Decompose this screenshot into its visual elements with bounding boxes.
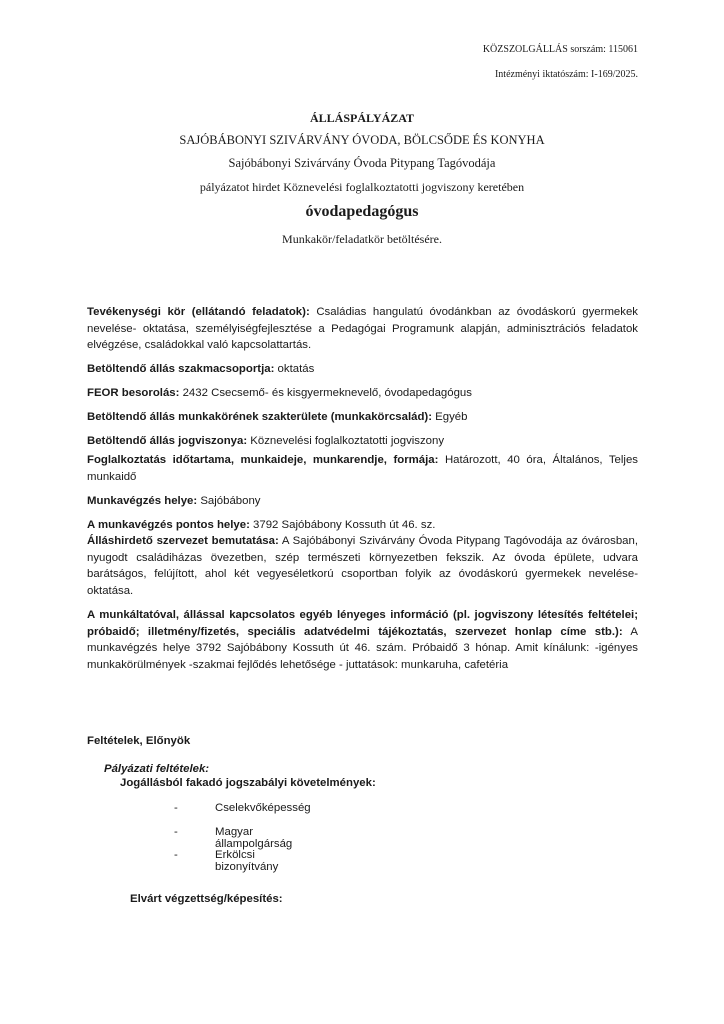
list-item-text: Magyar állampolgárság [215, 826, 293, 850]
detail-value: 3792 Sajóbábony Kossuth út 46. sz. [249, 519, 436, 531]
legal-requirements-title: Jogállásból fakadó jogszabályi követelmények: [120, 777, 376, 789]
role-note: Munkakör/feladatkör betöltésére. [282, 232, 442, 246]
detail-label: FEOR besorolás: [87, 387, 180, 399]
detail-label: Munkavégzés helye: [87, 495, 198, 507]
detail-value: A Sajóbábonyi Szivárvány Óvoda Pitypang Tagóvodája az óvárosban, nyugodt családiházas övezetben, szép természeti környezetben fekszik. Az óvoda épülete, udvara barátságos, felújított, ahol két vegyeséletkorú csoportban folyik az óvodáskorú gyermekek nevelése- oktatása. [87, 535, 639, 597]
detail-label: A munkáltatóval, állással kapcsolatos egyéb lényeges információ (pl. jogviszony létesítés feltételei; próbaidő; illetmény/fizetés, speciális adatvédelmi tájékoztatás, szervezet honlap címe stb.): [87, 609, 638, 638]
detail-value: oktatás [274, 363, 315, 375]
list-dash: - [174, 802, 178, 814]
detail-feor [87, 385, 638, 402]
detail-label: Álláshirdető szervezet bemutatása: [87, 535, 279, 547]
detail-exact-address [87, 517, 638, 534]
detail-value: Határozott, 40 óra, Általános, Teljes munkaidő [87, 454, 638, 483]
list-item-text: Erkölcsi bizonyítvány [215, 849, 279, 873]
education-title: Elvárt végzettség/képesítés: [130, 893, 283, 905]
detail-value: Családias hangulatú óvodánkban az óvodáskorú gyermekek nevelése- oktatása, személyiségfejlesztése a Pedagógai Programunk alapján, adminisztrációs feladatok elvégzése, családokkal való kapcsolattartás. [87, 306, 638, 351]
detail-value: Sajóbábony [197, 495, 261, 507]
detail-label: Betöltendő állás jogviszonya: [87, 435, 248, 447]
detail-label: Tevékenységi kör (ellátandó feladatok): [87, 306, 310, 318]
detail-organization-intro [87, 533, 638, 599]
detail-label: A munkavégzés pontos helye: [87, 519, 250, 531]
organization-name: SAJÓBÁBONYI SZIVÁRVÁNY ÓVODA, BÖLCSŐDE ÉS KONYHA [179, 133, 545, 147]
detail-value: 2432 Csecsemő- és kisgyermeknevelő, óvodapedagógus [179, 387, 472, 399]
requirements-heading: Feltételek, Előnyök [87, 735, 191, 747]
detail-label: Betöltendő állás szakmacsoportja: [87, 363, 275, 375]
detail-label: Betöltendő állás munkakörének szakterülete (munkakörcsalád): [87, 411, 433, 423]
detail-profession-group [87, 361, 638, 378]
detail-value: Köznevelési foglalkoztatotti jogviszony [247, 435, 445, 447]
sub-unit-name: Sajóbábonyi Szivárvány Óvoda Pitypang Tagóvodája [228, 156, 496, 170]
detail-other-info [87, 607, 638, 673]
detail-value: Egyéb [432, 411, 468, 423]
detail-activity [87, 304, 638, 354]
detail-label: Foglalkoztatás időtartama, munkaideje, munkarendje, formája: [87, 454, 439, 466]
detail-work-place [87, 493, 638, 510]
position-title: óvodapedagógus [305, 203, 419, 220]
detail-employment-type [87, 433, 638, 450]
detail-working-hours [87, 452, 638, 485]
detail-value: A munkavégzés helye 3792 Sajóbábony Kossuth út 46. szám. Próbaidő 3 hónap. Amit kínálunk: -igényes munkakörülmények -szakmai fejlődés lehetősége - juttatások: munkaruha, cafetéria [87, 625, 638, 671]
list-dash: - [174, 826, 178, 838]
ref-number: KÖZSZOLGÁLLÁS sorszám: 115061 [482, 44, 638, 55]
list-item-text: Cselekvőképesség [215, 802, 311, 814]
filing-number: Intézményi iktatószám: I-169/2025. [494, 69, 638, 80]
detail-job-family [87, 409, 638, 426]
announcement-text: pályázatot hirdet Köznevelési foglalkoztatotti jogviszony keretében [199, 180, 525, 194]
doc-heading: ÁLLÁSPÁLYÁZAT [309, 111, 415, 125]
list-dash: - [174, 849, 178, 861]
conditions-title: Pályázati feltételek: [104, 763, 210, 775]
